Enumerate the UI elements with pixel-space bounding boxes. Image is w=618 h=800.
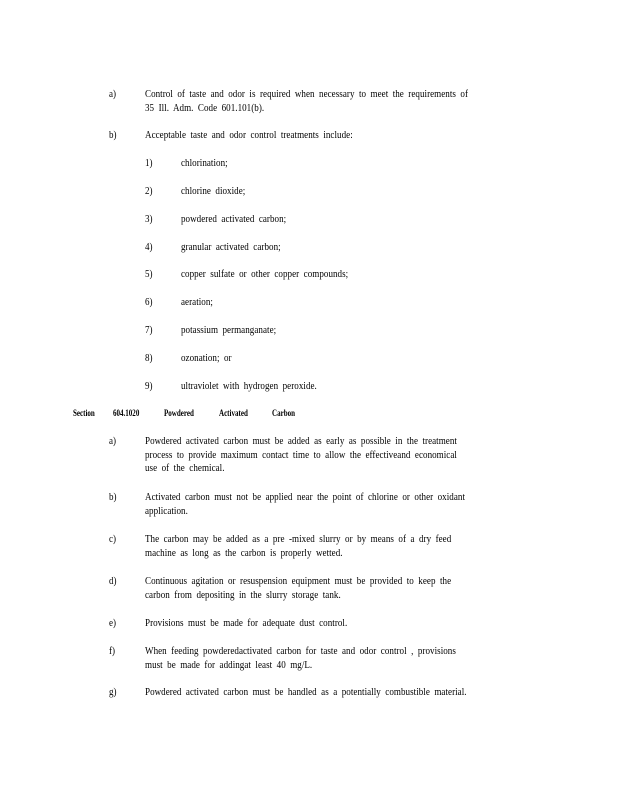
powdered-item-f-label: f) [109, 646, 116, 657]
powdered-item-b-line-2: application. [145, 505, 188, 517]
treatment-1-number: 1) [145, 158, 153, 169]
item-a-text [145, 88, 468, 115]
treatment-8-number: 8) [145, 353, 153, 364]
treatment-5-number: 5) [145, 269, 153, 280]
powdered-item-d-label: d) [109, 576, 117, 587]
powdered-item-c-text [145, 533, 451, 560]
treatment-3-text: powdered activated carbon; [181, 214, 287, 225]
section-title-word-2: Activated [219, 408, 248, 418]
section-number: 604.1020 [113, 408, 140, 418]
treatment-8-text: ozonation; or [181, 353, 232, 364]
powdered-item-g-text [145, 686, 467, 700]
item-a-label: a) [109, 89, 117, 100]
powdered-item-a-line-3: use of the chemical. [145, 463, 225, 475]
item-b-text: Acceptable taste and odor control treatments include: [145, 130, 353, 141]
powdered-item-b-line-1: Activated carbon must not be applied near the point of chlorine or other oxidant [145, 492, 466, 503]
section-label: Section [73, 408, 95, 418]
treatment-7-number: 7) [145, 325, 153, 336]
powdered-item-e-text [145, 617, 347, 631]
treatment-9-number: 9) [145, 381, 153, 392]
powdered-item-d-line-2: carbon from depositing in the slurry storage tank. [145, 589, 341, 601]
treatment-9-text: ultraviolet with hydrogen peroxide. [181, 381, 317, 392]
powdered-item-b-text [145, 491, 465, 518]
powdered-item-d-text [145, 575, 451, 602]
item-a-line-2: 35 Ill. Adm. Code 601.101(b). [145, 102, 265, 114]
powdered-item-g-label: g) [109, 687, 117, 698]
powdered-item-f-line-2: must be made for addingat least 40 mg/L. [145, 659, 313, 671]
powdered-item-c-label: c) [109, 534, 117, 545]
powdered-item-a-label: a) [109, 436, 117, 447]
item-a-line-1: Control of taste and odor is required when necessary to meet the requirements of [145, 89, 469, 100]
treatment-3-number: 3) [145, 214, 153, 225]
powdered-item-a-line-2: process to provide maximum contact time to allow the effectiveand economical [145, 449, 457, 461]
treatment-1-text: chlorination; [181, 158, 228, 169]
powdered-item-e-line-1: Provisions must be made for adequate dust control. [145, 618, 348, 629]
powdered-item-c-line-1: The carbon may be added as a pre -mixed slurry or by means of a dry feed [145, 534, 452, 545]
powdered-item-a-text [145, 435, 457, 476]
treatment-2-text: chlorine dioxide; [181, 186, 246, 197]
item-b-label: b) [109, 130, 117, 141]
powdered-item-g-line-1: Powdered activated carbon must be handled as a potentially combustible material. [145, 687, 467, 698]
powdered-item-f-text [145, 645, 456, 672]
powdered-item-a-line-1: Powdered activated carbon must be added as early as possible in the treatment [145, 436, 457, 447]
treatment-4-number: 4) [145, 242, 153, 253]
treatment-6-text: aeration; [181, 297, 213, 308]
powdered-item-f-line-1: When feeding powderedactivated carbon for taste and odor control , provisions [145, 646, 456, 657]
section-title-word-3: Carbon [272, 408, 296, 418]
treatment-7-text: potassium permanganate; [181, 325, 277, 336]
treatment-4-text: granular activated carbon; [181, 242, 281, 253]
treatment-2-number: 2) [145, 186, 153, 197]
powdered-item-d-line-1: Continuous agitation or resuspension equipment must be provided to keep the [145, 576, 452, 587]
section-title-word-1: Powdered [164, 408, 194, 418]
treatment-5-text: copper sulfate or other copper compounds; [181, 269, 349, 280]
powdered-item-c-line-2: machine as long as the carbon is properly wetted. [145, 547, 343, 559]
treatment-6-number: 6) [145, 297, 153, 308]
powdered-item-b-label: b) [109, 492, 117, 503]
powdered-item-e-label: e) [109, 618, 117, 629]
